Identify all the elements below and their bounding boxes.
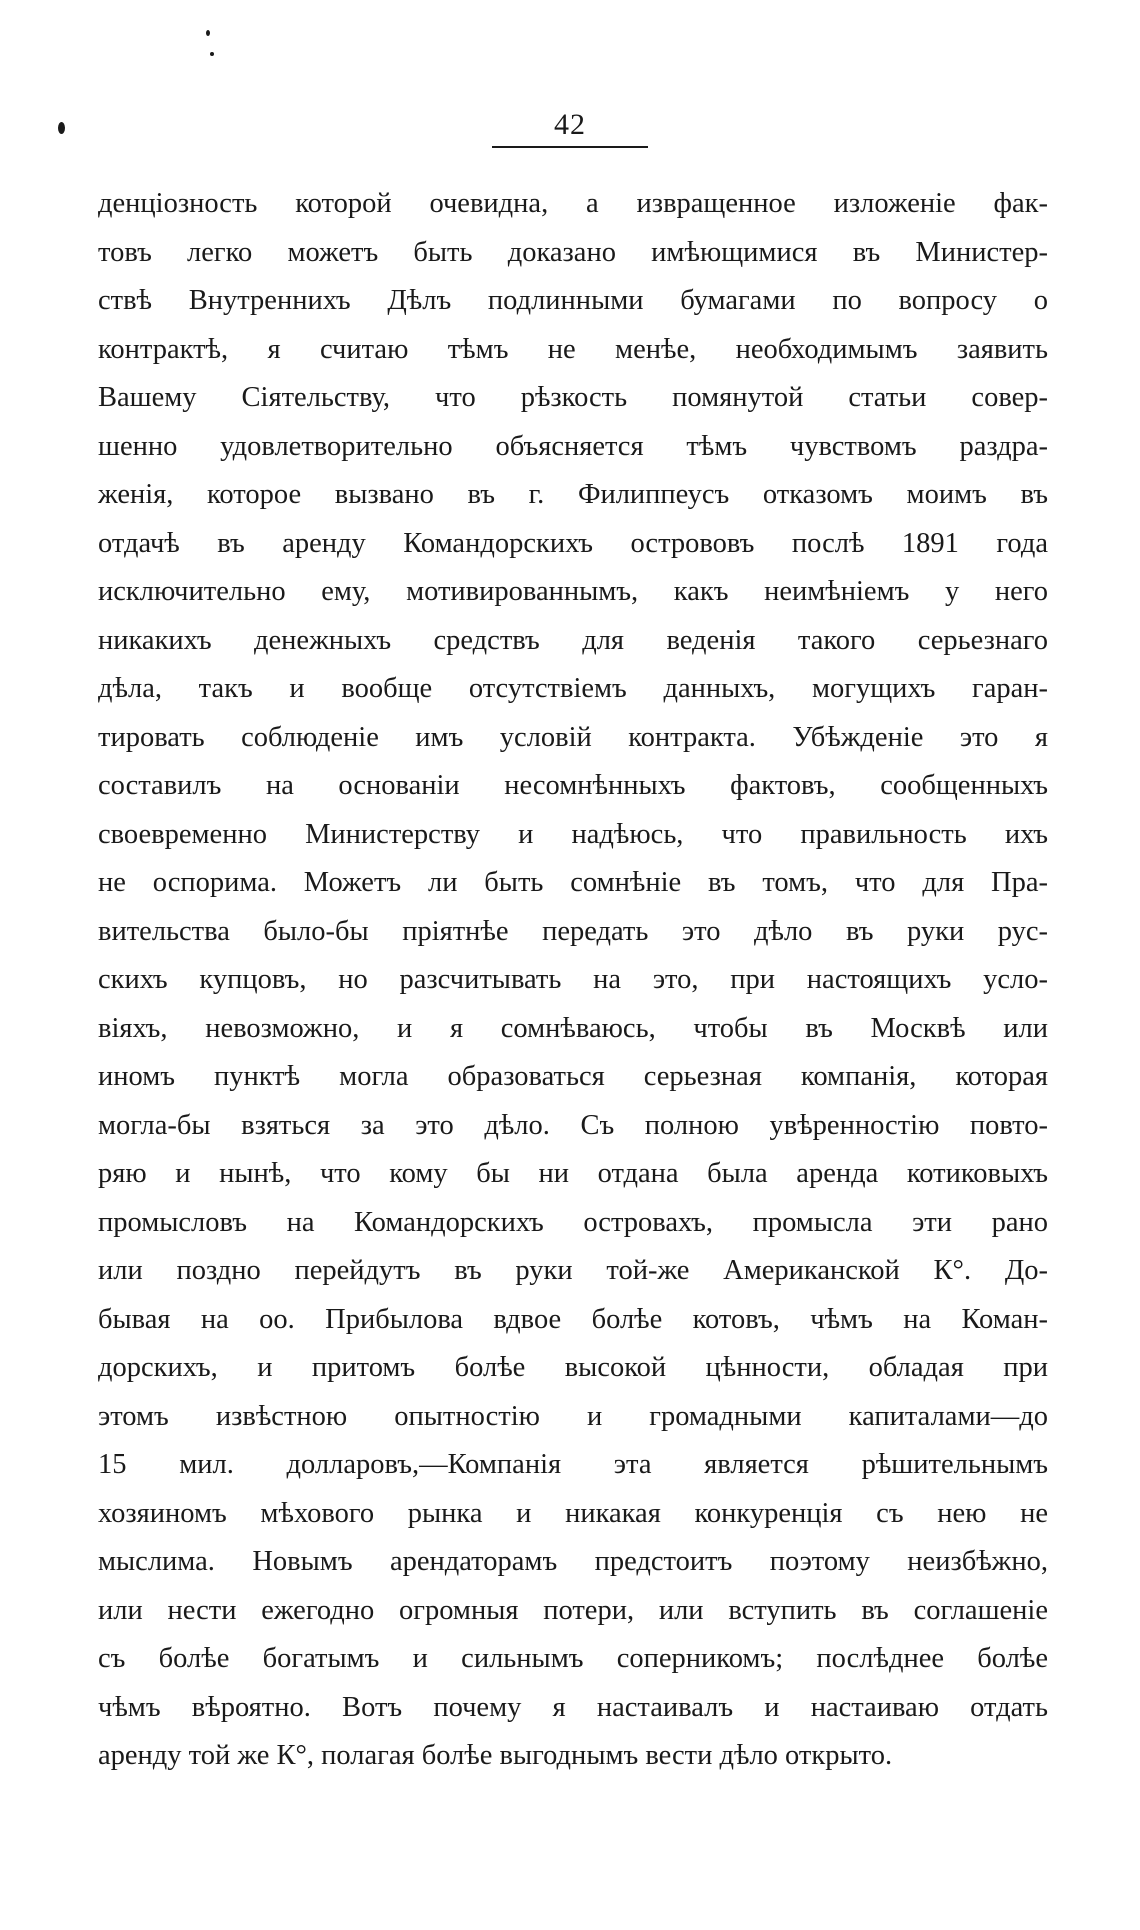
- text-line: бывая на оо. Прибылова вдвое болѣе котовъ, чѣмъ на Коман-: [98, 1303, 1048, 1335]
- text-line: ряю и нынѣ, что кому бы ни отдана была аренда котиковыхъ: [98, 1158, 1048, 1189]
- text-line: отдачѣ въ аренду Командорскихъ острововъ послѣ 1891 года: [98, 527, 1048, 559]
- text-line: своевременно Министерству и надѣюсь, что правильность ихъ: [98, 818, 1048, 850]
- text-line: тировать соблюденіе имъ условій контракта. Убѣжденіе это я: [98, 721, 1048, 753]
- text-line: денціозность которой очевидна, а извращенное изложеніе фак-: [98, 188, 1048, 219]
- scan-speck: [58, 122, 65, 134]
- text-line: или нести ежегодно огромныя потери, или вступить въ соглашеніе: [98, 1594, 1048, 1626]
- text-line: Вашему Сіятельству, что рѣзкость помянутой статьи совер-: [98, 382, 1048, 413]
- text-line: женія, которое вызвано въ г. Филиппеусъ отказомъ моимъ въ: [98, 479, 1048, 510]
- text-line: этомъ извѣстною опытностію и громадными капиталами—до: [98, 1400, 1048, 1432]
- text-line: составилъ на основаніи несомнѣнныхъ фактовъ, сообщенныхъ: [98, 770, 1048, 801]
- text-line: хозяиномъ мѣхового рынка и никакая конкуренція съ нею не: [98, 1497, 1048, 1529]
- text-line: 15 мил. долларовъ,—Компанія эта является рѣшительнымъ: [98, 1449, 1048, 1480]
- text-line: контрактѣ, я считаю тѣмъ не менѣе, необходимымъ заявить: [98, 333, 1048, 365]
- text-line: мыслима. Новымъ арендаторамъ предстоитъ поэтому неизбѣжно,: [98, 1546, 1048, 1577]
- text-line: промысловъ на Командорскихъ островахъ, промысла эти рано: [98, 1206, 1048, 1238]
- text-line: никакихъ денежныхъ средствъ для веденія такого серьезнаго: [98, 624, 1048, 656]
- scan-speck: [206, 30, 210, 36]
- page-number: 42: [554, 108, 586, 141]
- text-line: или поздно перейдутъ въ руки той-же Американской К°. До-: [98, 1255, 1048, 1286]
- page-number-rule: [492, 146, 648, 148]
- text-line: дѣла, такъ и вообще отсутствіемъ данныхъ, могущихъ гаран-: [98, 673, 1048, 704]
- text-line: могла-бы взяться за это дѣло. Съ полною увѣренностію повто-: [98, 1109, 1048, 1141]
- text-line: исключительно ему, мотивированнымъ, какъ неимѣніемъ у него: [98, 576, 1048, 607]
- text-line: скихъ купцовъ, но разсчитывать на это, при настоящихъ усло-: [98, 964, 1048, 995]
- text-line: не оспорима. Можетъ ли быть сомнѣніе въ томъ, что для Пра-: [98, 867, 1048, 898]
- text-line: ствѣ Внутреннихъ Дѣлъ подлинными бумагами по вопросу о: [98, 285, 1048, 316]
- body-text: [98, 180, 1048, 1781]
- text-line: віяхъ, невозможно, и я сомнѣваюсь, чтобы въ Москвѣ или: [98, 1012, 1048, 1044]
- text-line: вительства было-бы пріятнѣе передать это дѣло въ руки рус-: [98, 915, 1048, 947]
- text-line: иномъ пунктѣ могла образоваться серьезная компанія, которая: [98, 1061, 1048, 1092]
- text-line: аренду той же К°, полагая болѣе выгоднымъ вести дѣло открыто.: [98, 1740, 893, 1771]
- text-line: товъ легко можетъ быть доказано имѣющимися въ Министер-: [98, 236, 1048, 268]
- text-line: шенно удовлетворительно объясняется тѣмъ чувствомъ раздра-: [98, 430, 1048, 462]
- text-line: дорскихъ, и притомъ болѣе высокой цѣнности, обладая при: [98, 1352, 1048, 1383]
- scan-speck: [210, 52, 214, 56]
- text-line: съ болѣе богатымъ и сильнымъ соперникомъ; послѣднее болѣе: [98, 1643, 1048, 1674]
- text-line: чѣмъ вѣроятно. Вотъ почему я настаивалъ и настаиваю отдать: [98, 1691, 1048, 1723]
